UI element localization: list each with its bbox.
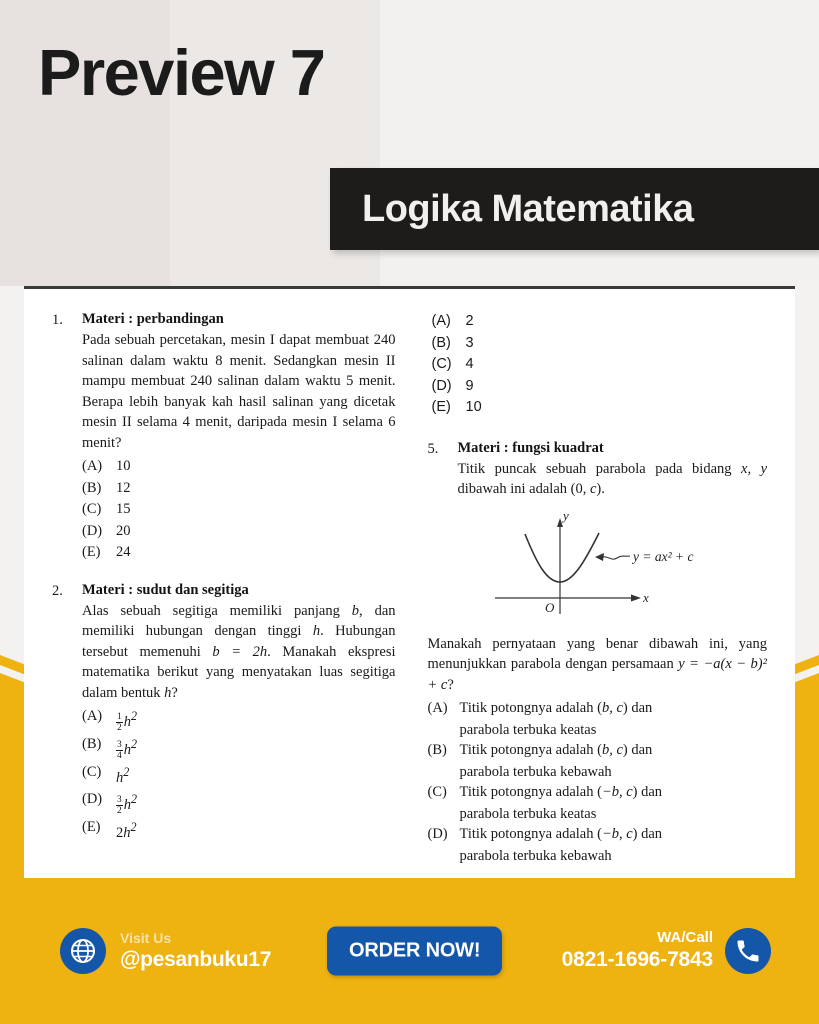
option-key: (D) — [431, 377, 452, 394]
option-key: (C) — [82, 501, 102, 517]
list-item[interactable] — [428, 824, 768, 866]
option-key: (B) — [82, 479, 102, 496]
phone-number: 0821-1696-7843 — [561, 948, 713, 971]
option-key: (C) — [427, 784, 447, 800]
list-item[interactable] — [82, 499, 396, 520]
question-2-number: 2. — [52, 582, 63, 599]
phone-icon — [725, 928, 771, 974]
list-item[interactable] — [432, 376, 768, 397]
question-2-title: Materi : sudut dan segitiga — [82, 581, 249, 598]
question-1-text: Pada sebuah percetakan, mesin I dapat membuat 240 salinan dalam waktu 8 menit. Sedangkan mesin II mampu membuat 240 salinan dalam waktu 5 menit. Berapa lebih banyak kah hasil salinan yang dicetak mesin II selama 4 menit, daripada mesin I selama 6 menit? — [82, 332, 396, 451]
option-key: (D) — [82, 522, 103, 539]
list-item[interactable] — [82, 478, 396, 499]
question-1-options — [82, 456, 396, 563]
parabola-figure — [458, 506, 768, 624]
option-value: 24 — [116, 544, 131, 560]
curve-equation-label: y = ax² + c — [632, 548, 694, 564]
list-item[interactable] — [428, 740, 768, 782]
column-left — [38, 311, 410, 868]
content-card — [24, 286, 795, 878]
list-item[interactable] — [82, 521, 396, 542]
list-item[interactable] — [82, 734, 396, 761]
option-value: 12 — [116, 479, 131, 496]
order-now-button[interactable]: ORDER NOW! — [327, 927, 502, 976]
question-2-text: Alas sebuah segitiga memiliki panjang b, dan memiliki hubungan dengan tinggi h. Hubungan tersebut memenuhi b = 2h. Manakah ekspresi matematika berikut yang menyatakan luas segitiga dalam bentuk h? — [82, 602, 396, 701]
question-2-options — [82, 706, 396, 843]
question-5-intro: Titik puncak sebuah parabola pada bidang x, y dibawah ini adalah (0, c). — [457, 460, 768, 497]
option-key: (C) — [431, 356, 452, 372]
option-key: (A) — [431, 313, 451, 329]
option-key: (C) — [82, 763, 102, 780]
option-value: 10 — [465, 399, 482, 415]
question-1-title: Materi : perbandingan — [82, 311, 224, 327]
option-key: (D) — [427, 826, 448, 842]
option-key: (E) — [431, 399, 451, 415]
option-value: $\frac{1}{2}$ $h^2$ — [117, 709, 138, 733]
list-item[interactable] — [432, 354, 768, 375]
footer-visit-group[interactable] — [60, 928, 271, 974]
option-value: 10 — [116, 458, 131, 474]
globe-icon — [60, 928, 106, 974]
option-value: $h^2$ — [116, 764, 130, 786]
parabola-diagram — [485, 506, 740, 624]
social-handle: @pesanbuku17 — [120, 948, 272, 971]
option-key: (B) — [82, 735, 102, 752]
topic-banner — [330, 168, 819, 250]
list-item[interactable] — [82, 817, 396, 843]
option-key: (A) — [82, 708, 103, 724]
wa-call-label: WA/Call — [657, 929, 713, 946]
list-item[interactable] — [82, 542, 396, 563]
footer-bar — [0, 878, 819, 1024]
option-key: (E) — [82, 544, 101, 560]
option-value: 15 — [116, 501, 131, 517]
option-value-line2: parabola terbuka kebawah — [459, 847, 612, 864]
question-2 — [52, 582, 396, 845]
option-value: Titik potongnya adalah (b, c) dan — [459, 742, 653, 758]
question-5-prompt: Manakah pernyataan yang benar dibawah ini, yang menunjukkan parabola dengan persamaan y = −a(x − b)² + c? — [427, 635, 767, 693]
option-value: $\frac{3}{2}$ $h^2$ — [117, 791, 138, 816]
visit-us-label: Visit Us — [120, 930, 172, 946]
question-5-title: Materi : fungsi kuadrat — [457, 439, 604, 456]
question-5-options — [428, 698, 768, 866]
option-key: (B) — [431, 334, 451, 351]
question-5 — [428, 440, 768, 867]
list-item[interactable] — [432, 397, 768, 418]
option-value: 9 — [465, 377, 474, 394]
question-1 — [52, 311, 396, 564]
option-value: 2 — [465, 313, 474, 329]
question-5-number: 5. — [427, 440, 439, 457]
option-value: 20 — [116, 522, 131, 539]
option-key: (E) — [82, 818, 101, 835]
x-axis-label: x — [642, 589, 649, 605]
list-item[interactable] — [82, 456, 396, 477]
option-value-line2: parabola terbuka keatas — [459, 805, 597, 822]
option-value: Titik potongnya adalah (−b, c) dan — [459, 784, 663, 800]
option-value: 4 — [465, 356, 474, 372]
list-item[interactable] — [432, 311, 768, 332]
column-right — [410, 311, 782, 868]
question-1-number: 1. — [52, 312, 63, 328]
option-value: $\frac{3}{4}$ $h^2$ — [117, 736, 138, 761]
list-item[interactable] — [432, 333, 768, 354]
list-item[interactable] — [82, 762, 396, 788]
option-value: 3 — [465, 334, 474, 351]
list-item[interactable] — [82, 706, 396, 733]
option-key: (B) — [427, 742, 447, 758]
list-item[interactable] — [428, 698, 768, 740]
option-key: (A) — [82, 458, 103, 474]
option-value-line2: parabola terbuka keatas — [459, 721, 597, 738]
option-value: Titik potongnya adalah (b, c) dan — [459, 700, 653, 716]
footer-contact-group[interactable] — [562, 928, 771, 974]
question-4-options — [428, 311, 768, 418]
option-value-line2: parabola terbuka kebawah — [459, 763, 612, 780]
page-title: Preview 7 — [38, 36, 325, 109]
option-key: (D) — [82, 790, 103, 807]
list-item[interactable] — [82, 789, 396, 816]
list-item[interactable] — [428, 782, 768, 824]
option-value: Titik potongnya adalah (−b, c) dan — [459, 826, 663, 842]
topic-label: Logika Matematika — [362, 187, 694, 230]
option-value: $2h^2$ — [116, 819, 137, 841]
option-key: (A) — [427, 700, 448, 716]
y-axis-label: y — [562, 507, 569, 523]
origin-label: O — [544, 599, 555, 615]
